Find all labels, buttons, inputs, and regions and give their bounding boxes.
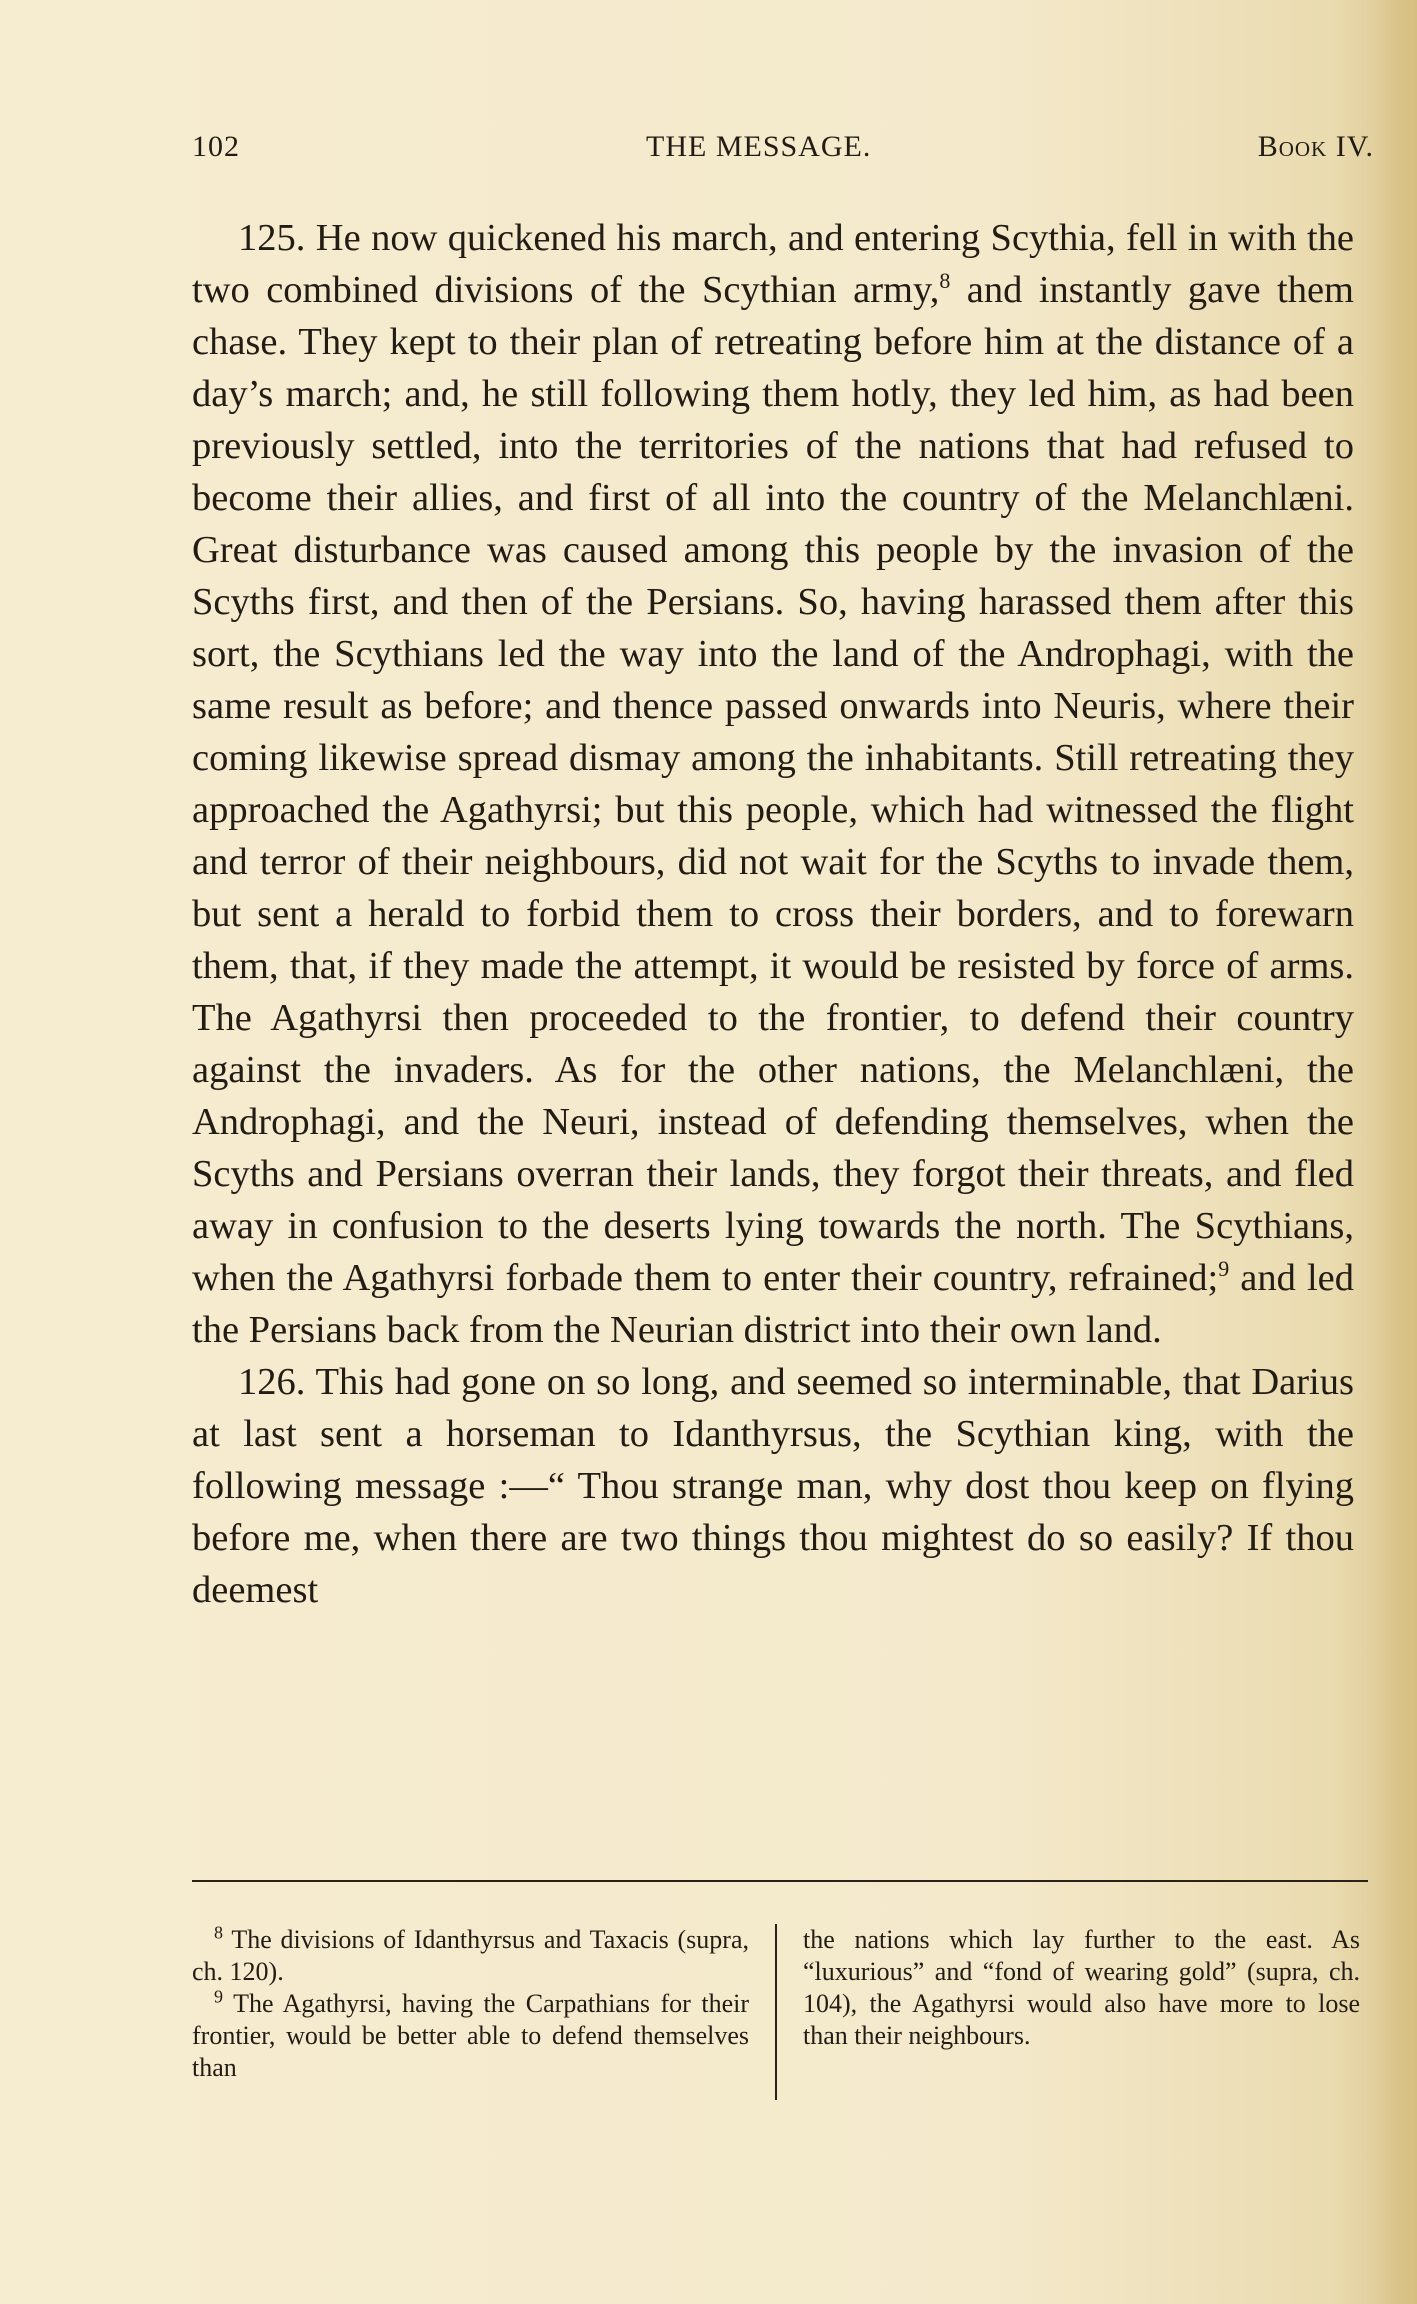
footnote-9-continued: [803, 1924, 1360, 2052]
paragraph-125-text-part3: and led the Persians back from the Neurian district into their own land.: [192, 1257, 1355, 1351]
paragraph-125: [192, 212, 1354, 1356]
footnote-marker-8: 8: [939, 268, 951, 294]
footnote-column-right: [775, 1924, 1360, 2100]
footnote-8: [192, 1924, 749, 1988]
footnote-9-text-right: the nations which lay further to the east. As “luxurious” and “fond of wearing gold” (supra, ch. 104), the Agathyrsi would also have more to lose than their neighbours.: [803, 1925, 1360, 2050]
footnote-8-number: 8: [214, 1922, 223, 1943]
running-header: [192, 130, 1374, 170]
main-text: [192, 212, 1354, 1616]
paragraph-125-text-part1: He now quickened his march, and entering Scythia, fell in with the two combined divisions of the Scythian army,: [192, 217, 1355, 311]
section-number-126: 126.: [238, 1361, 306, 1403]
footnote-9-text-left: The Agathyrsi, having the Carpathians for their frontier, would be better able to defend themselves than: [192, 1989, 750, 2082]
page-edge-shading: [1375, 0, 1417, 2304]
paragraph-126: [192, 1356, 1354, 1616]
footnote-marker-9: 9: [1218, 1256, 1230, 1282]
footnote-divider: [192, 1880, 1368, 1882]
paragraph-126-text: This had gone on so long, and seemed so interminable, that Darius at last sent a horseman to Idanthyrsus, the Scythian king, with the following message :—“ Thou strange man, why dost thou keep on flying before me, when there are two things thou mightest do so easily? If thou deemest: [192, 1361, 1354, 1611]
page-number: 102: [192, 130, 240, 163]
section-number-125: 125.: [238, 217, 306, 259]
footnote-9-number: 9: [214, 1986, 223, 2007]
footnotes: [192, 1924, 1360, 2124]
footnote-9: [192, 1988, 749, 2084]
book-label: Book IV.: [1257, 130, 1374, 163]
footnote-column-left: [192, 1924, 775, 2124]
running-title: THE MESSAGE.: [646, 130, 872, 163]
paragraph-125-text-part2: and instantly gave them chase. They kept to their plan of retreating before him at the distance of a day’s march; and, he still following them hotly, they led him, as had been previously settled, into the territories of the nations that had refused to become their allies, and first of all into the country of the Melanchlæni. Great disturbance was caused among this people by the invasion of the Scyths first, and then of the Persians. So, having harassed them after this sort, the Scythians led the way into the land of the Androphagi, with the same result as before; and thence passed onwards into Neuris, where their coming likewise spread dismay among the inhabitants. Still retreating they approached the Agathyrsi; but this people, which had witnessed the flight and terror of their neighbours, did not wait for the Scyths to invade them, but sent a herald to forbid them to cross their borders, and to forewarn them, that, if they made the attempt, it would be resisted by force of arms. The Agathyrsi then proceeded to the frontier, to defend their country against the invaders. As for the other nations, the Melanchlæni, the Androphagi, and the Neuri, instead of defending themselves, when the Scyths and Persians overran their lands, they forgot their threats, and fled away in confusion to the deserts lying towards the north. The Scythians, when the Agathyrsi forbade them to enter their country, refrained;: [192, 269, 1354, 1299]
footnote-8-text: The divisions of Idanthyrsus and Taxacis (supra, ch. 120).: [192, 1925, 749, 1986]
